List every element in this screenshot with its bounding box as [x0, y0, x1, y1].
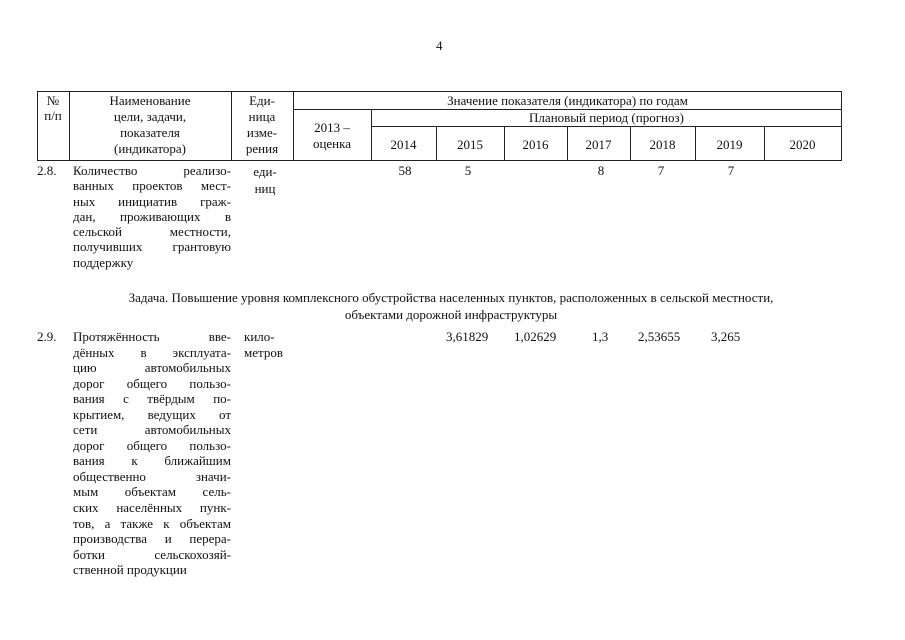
row-name-line: сети автомобильных — [73, 422, 231, 438]
task-heading-line: объектами дорожной инфраструктуры — [344, 307, 558, 322]
header-unit-line: изме- — [246, 125, 278, 140]
header-values-title: Значение показателя (индикатора) по годам — [447, 93, 688, 108]
row-name-line: получивших грантовую — [73, 239, 231, 255]
row-unit — [244, 163, 286, 197]
row-name-line: дорог общего пользо- — [73, 375, 231, 391]
page-number: 4 — [436, 38, 443, 53]
row-indicator-name — [73, 329, 231, 578]
row-value-2018: 2,53655 — [638, 329, 681, 344]
row-name-line: поддержку — [73, 254, 134, 270]
row-name-line: крытием, ведущих от — [73, 406, 231, 422]
row-name-line: мым объектам сель- — [73, 484, 231, 500]
row-value-2017: 8 — [597, 163, 605, 178]
table-header — [37, 91, 842, 161]
row-unit-line: еди- — [253, 164, 277, 179]
header-year-2017: 2017 — [585, 137, 612, 152]
header-unit-line: ница — [248, 109, 276, 124]
header-name-line: показателя — [120, 125, 180, 140]
header-name-line: (индикатора) — [114, 141, 186, 156]
header-name-line: Наименование — [109, 93, 191, 108]
row-name-line: общественно значи- — [73, 468, 231, 484]
row-name-line: вания с твёрдым по- — [73, 391, 231, 407]
row-indicator-name — [73, 163, 231, 270]
row-unit — [244, 329, 283, 361]
header-bottom-border — [37, 160, 842, 161]
header-base-year — [293, 120, 371, 152]
header-base-year-line: 2013 – — [314, 120, 350, 135]
row-name-line: ботки сельскохозяй- — [73, 546, 231, 562]
header-num-sub: п/п — [44, 108, 62, 123]
header-year-2014: 2014 — [390, 137, 417, 152]
header-year-2019: 2019 — [716, 137, 743, 152]
row-name-line: ских населённых пунк- — [73, 500, 231, 516]
row-name-line: тов, а также к объектам — [73, 515, 231, 531]
row-name-line: производства и перера- — [73, 531, 231, 547]
row-name-line: дан, проживающих в — [73, 208, 231, 224]
header-plan-divider — [371, 126, 842, 127]
row-number: 2.9. — [37, 329, 57, 344]
row-name-line: Протяжённость вве- — [73, 329, 231, 344]
row-value-2014: 58 — [398, 163, 412, 178]
row-value-2016: 1,02629 — [514, 329, 557, 344]
row-value-2015: 5 — [464, 163, 472, 178]
header-year-2015: 2015 — [457, 137, 483, 152]
header-unit — [231, 93, 293, 157]
row-name-line: вания к ближайшим — [73, 453, 231, 469]
row-unit-line: кило- — [244, 329, 275, 344]
header-base-year-line: оценка — [312, 136, 352, 151]
row-name-line: цию автомобильных — [73, 360, 231, 376]
header-plan-title: Плановый период (прогноз) — [529, 110, 684, 125]
header-name — [69, 93, 231, 157]
row-value-2018: 7 — [657, 163, 665, 178]
header-num-label: № — [46, 93, 60, 108]
row-name-line: ных инициатив граж- — [73, 193, 231, 209]
row-value-2015: 3,61829 — [446, 329, 489, 344]
row-number: 2.8. — [37, 163, 57, 178]
task-heading — [40, 289, 862, 323]
row-name-line: дорог общего пользо- — [73, 437, 231, 453]
header-num — [37, 93, 69, 123]
header-unit-line: рения — [245, 141, 279, 156]
header-year-2018: 2018 — [649, 137, 676, 152]
row-name-line: ванных проектов мест- — [73, 178, 231, 194]
header-name-line: цели, задачи, — [113, 109, 187, 124]
row-name-line: Количество реализо- — [73, 163, 231, 178]
header-year-2016: 2016 — [522, 137, 549, 152]
header-top-border — [37, 91, 842, 92]
row-unit-line: метров — [244, 345, 283, 360]
row-name-line: дённых в эксплуата- — [73, 344, 231, 360]
row-value-2019: 7 — [727, 163, 735, 178]
row-unit-line: ниц — [254, 181, 276, 196]
row-value-2017: 1,3 — [592, 329, 609, 344]
task-heading-line: Задача. Повышение уровня комплексного обустройства населенных пунктов, расположенных в сельской местности, — [128, 290, 774, 305]
row-name-line: сельской местности, — [73, 224, 231, 240]
row-name-line: ственной продукции — [73, 562, 187, 578]
header-unit-line: Еди- — [249, 93, 275, 108]
header-year-2020: 2020 — [789, 137, 816, 152]
row-value-2019: 3,265 — [711, 329, 741, 344]
